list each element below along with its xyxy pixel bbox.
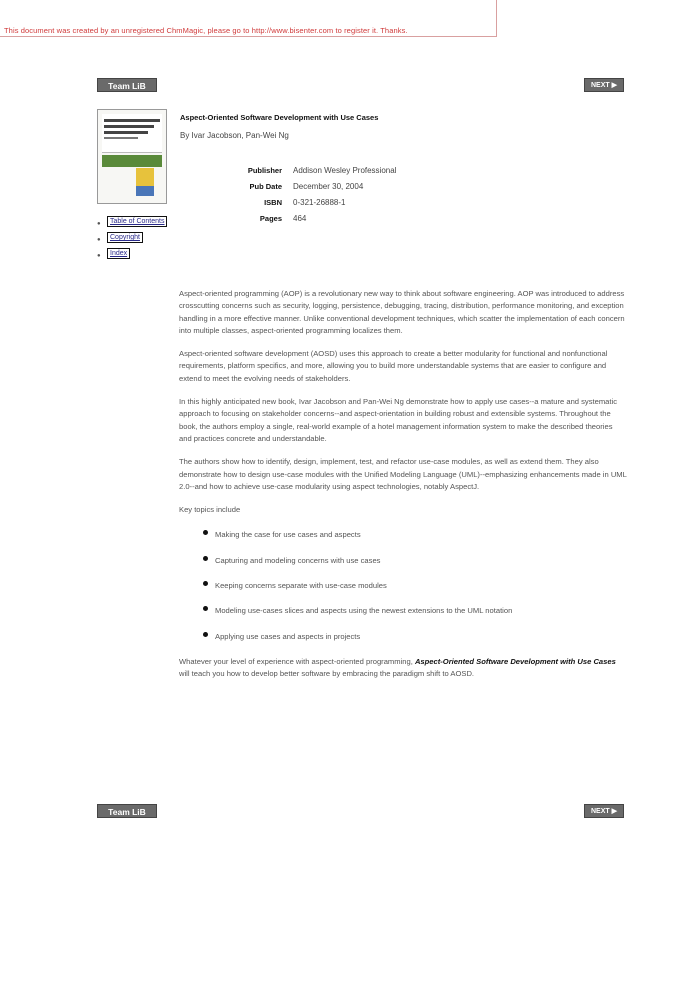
unregistered-notice-box	[0, 0, 497, 37]
next-button[interactable]: NEXT ▶	[584, 78, 624, 92]
meta-label: Publisher	[247, 166, 282, 175]
list-item: Modeling use-cases slices and aspects using the newest extensions to the UML notation	[179, 605, 627, 617]
list-item: Applying use cases and aspects in projects	[179, 631, 627, 643]
unregistered-notice: This document was created by an unregistered ChmMagic, please go to http://www.bisenter.com to register it. Thanks.	[4, 26, 408, 35]
toc-link-table-of-contents[interactable]: Table of Contents	[107, 216, 167, 227]
key-topics-list	[179, 529, 627, 642]
book-description	[179, 288, 627, 692]
book-authors: By Ivar Jacobson, Pan-Wei Ng	[180, 131, 289, 140]
meta-label: Pub Date	[249, 182, 282, 191]
team-lib-button[interactable]: Team LiB	[97, 78, 157, 92]
meta-label: Pages	[259, 214, 282, 223]
book-cover-image	[97, 109, 167, 204]
description-paragraph: The authors show how to identify, design, implement, test, and refactor use-case modules, as well as extend them. They also demonstrate how to design use-case modules with the Unified Modeling Language (UML)--emphasizing enhancements made in UML 2.0--and how to achieve use-case modularity using aspect technologies, notably AspectJ.	[179, 457, 627, 491]
meta-value: 464	[293, 214, 307, 223]
next-button-bottom[interactable]: NEXT ▶	[584, 804, 624, 818]
bullet-icon	[203, 632, 208, 637]
book-title: Aspect-Oriented Software Development with Use Cases	[180, 113, 379, 122]
toc-link-copyright[interactable]: Copyright	[107, 232, 143, 243]
list-item: Capturing and modeling concerns with use cases	[179, 555, 627, 567]
list-item: Making the case for use cases and aspects	[179, 529, 627, 541]
meta-value: 0-321-26888-1	[293, 198, 346, 207]
book-title-emphasis: Aspect-Oriented Software Development with Use Cases	[414, 656, 616, 666]
bullet-icon	[203, 606, 208, 611]
bullet-icon	[203, 556, 208, 561]
bullet-icon	[203, 581, 208, 586]
bullet-icon	[203, 530, 208, 535]
team-lib-button-bottom[interactable]: Team LiB	[97, 804, 157, 818]
list-item: Keeping concerns separate with use-case modules	[179, 580, 627, 592]
meta-label: ISBN	[264, 198, 282, 207]
meta-value: Addison Wesley Professional	[293, 166, 397, 175]
description-paragraph: Aspect-oriented programming (AOP) is a revolutionary new way to think about software engineering. AOP was introduced to address crosscutting concerns such as security, logging, persistence, debugging, tracing, distribution, performance monitoring, and exception handling in a more effective manner. Unlike conventional development techniques, which scatter the implementation of each concern into multiple classes, aspect-oriented programming localizes them.	[179, 289, 625, 335]
description-paragraph: Aspect-oriented software development (AOSD) uses this approach to create a better modularity for functional and nonfunctional requirements, platform specifics, and more, allowing you to build more understandable systems that are easier to configure and extend to meet the evolving needs of stakeholders.	[179, 349, 608, 383]
meta-value: December 30, 2004	[293, 182, 364, 191]
toc-link-index[interactable]: Index	[107, 248, 130, 259]
description-paragraph: In this highly anticipated new book, Ivar Jacobson and Pan-Wei Ng demonstrate how to apply use cases--a mature and systematic approach to focusing on stakeholder concerns--and aspect-orientation in building robust and extensible systems. Throughout the book, the authors employ a single, real-world example of a hotel management information system to make the described theories and practices concrete and understandable.	[179, 397, 617, 443]
closing-paragraph: Whatever your level of experience with aspect-oriented programming, Aspect-Oriented Software Development with Use Cases will teach you how to develop better software by embracing the paradigm shift to AOSD.	[179, 656, 616, 679]
key-topics-heading: Key topics include	[179, 505, 241, 515]
